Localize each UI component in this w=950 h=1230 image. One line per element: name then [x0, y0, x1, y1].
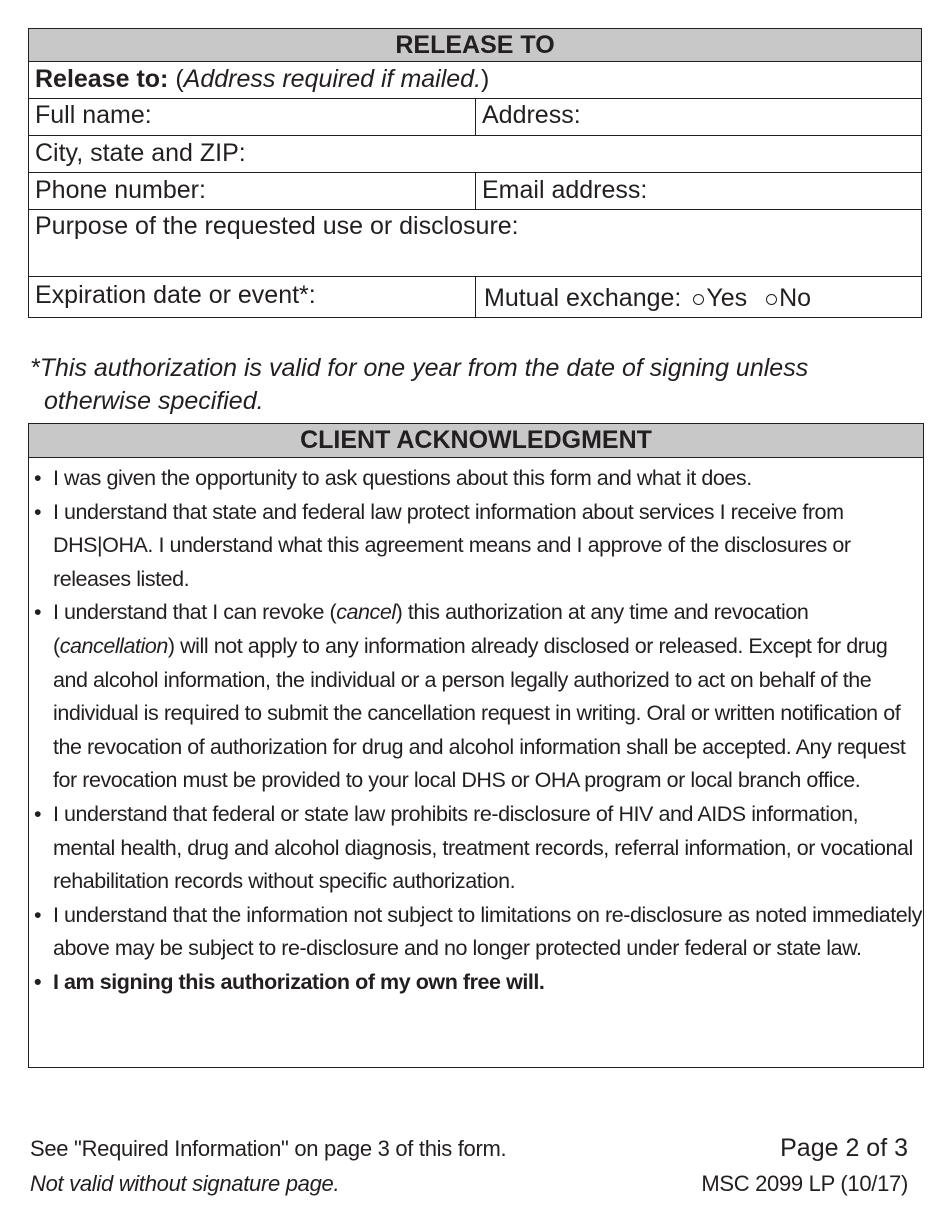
city-row	[29, 136, 921, 173]
mutual-no-radio[interactable]	[766, 294, 777, 305]
form-id: MSC 2099 LP (10/17)	[701, 1171, 908, 1196]
acknowledgment-item	[34, 596, 923, 798]
city-state-zip-field[interactable]	[29, 136, 921, 172]
expiration-mutual-row	[29, 277, 921, 317]
acknowledgment-text: I understand that the information not subject to limitations on re-disclosure as noted immediately above may be subject to re-disclosure and no longer protected under federal or state law.	[53, 902, 922, 961]
purpose-row	[29, 210, 921, 277]
acknowledgment-item	[34, 966, 923, 1000]
not-valid-note: Not valid without signature page.	[30, 1171, 340, 1196]
validity-note-line1: *This authorization is valid for one year from the date of signing unless	[30, 354, 809, 382]
purpose-field[interactable]	[29, 210, 921, 276]
revoke-text-c: ) will not apply to any information already disclosed or released. Except for drug and alcohol information, the individual or a person legally authorized to act on behalf of the individual is required to submit the cancellation request in writing. Oral or written notification of the revocation of authorization for drug and alcohol information shall be accepted. Any request for revocation must be provided to your local DHS or OHA program or local branch office.	[53, 633, 906, 793]
acknowledgment-item	[34, 899, 923, 966]
address-field[interactable]	[475, 99, 921, 135]
city-state-zip-label: City, state and ZIP:	[35, 139, 246, 167]
phone-number-field[interactable]	[29, 173, 475, 209]
cancellation-term: cancellation	[59, 633, 168, 658]
bullet: •	[34, 969, 42, 994]
acknowledgment-text: I understand that federal or state law prohibits re-disclosure of HIV and AIDS information, mental health, drug and alcohol diagnosis, treatment records, referral information, or vocational rehabilitation records without specific authorization.	[53, 801, 913, 894]
release-address-note: Address required if mailed.	[183, 65, 482, 93]
release-to-row	[29, 62, 921, 99]
email-address-field[interactable]	[475, 173, 921, 209]
acknowledgment-text: I understand that state and federal law protect information about services I receive from DHS|OHA. I understand what this agreement means and I approve of the disclosures or releases listed.	[53, 499, 851, 591]
validity-note-line2: otherwise specified.	[44, 387, 264, 415]
release-to-section	[28, 28, 922, 318]
mutual-no-label: No	[779, 284, 812, 312]
purpose-label: Purpose of the requested use or disclosure:	[35, 212, 519, 240]
required-info-note: See "Required Information" on page 3 of this form.	[30, 1136, 507, 1161]
cancel-term: cancel	[336, 600, 396, 625]
release-to-label: Release to:	[35, 65, 169, 93]
mutual-exchange-label: Mutual exchange:	[484, 284, 682, 312]
acknowledgment-item	[34, 462, 923, 496]
free-will-statement: I am signing this authorization of my own free will.	[53, 969, 545, 994]
name-address-row	[29, 99, 921, 136]
bullet: •	[34, 801, 42, 826]
mutual-yes-radio[interactable]	[693, 294, 704, 305]
revoke-text-a: I understand that I can revoke (	[53, 600, 337, 625]
phone-email-row	[29, 173, 921, 210]
expiration-field[interactable]	[29, 277, 475, 317]
full-name-label: Full name:	[35, 101, 152, 129]
acknowledgment-text	[53, 600, 905, 792]
email-address-label: Email address:	[482, 176, 648, 204]
bullet: •	[34, 902, 42, 927]
release-paren-close: )	[481, 65, 490, 93]
client-acknowledgment-section	[28, 423, 924, 1068]
release-to-label-cell	[29, 62, 921, 98]
bullet: •	[34, 466, 42, 490]
acknowledgment-item	[34, 798, 923, 899]
acknowledgment-list	[29, 458, 923, 1000]
page-number: Page 2 of 3	[780, 1134, 908, 1162]
release-to-header: RELEASE TO	[29, 29, 921, 62]
bullet: •	[34, 499, 42, 524]
phone-number-label: Phone number:	[35, 176, 206, 204]
full-name-field[interactable]	[29, 99, 475, 135]
acknowledgment-text: I was given the opportunity to ask questions about this form and what it does.	[53, 466, 752, 490]
revoke-text-b: ) this authorization at any time and revocation (	[53, 600, 809, 658]
mutual-exchange-field	[475, 277, 921, 317]
client-acknowledgment-header: CLIENT ACKNOWLEDGMENT	[29, 424, 923, 458]
acknowledgment-item	[34, 496, 923, 597]
address-label: Address:	[482, 101, 581, 129]
expiration-label: Expiration date or event*:	[35, 281, 316, 309]
release-paren-open: (	[175, 65, 184, 93]
mutual-yes-label: Yes	[706, 284, 748, 312]
bullet: •	[34, 600, 42, 625]
